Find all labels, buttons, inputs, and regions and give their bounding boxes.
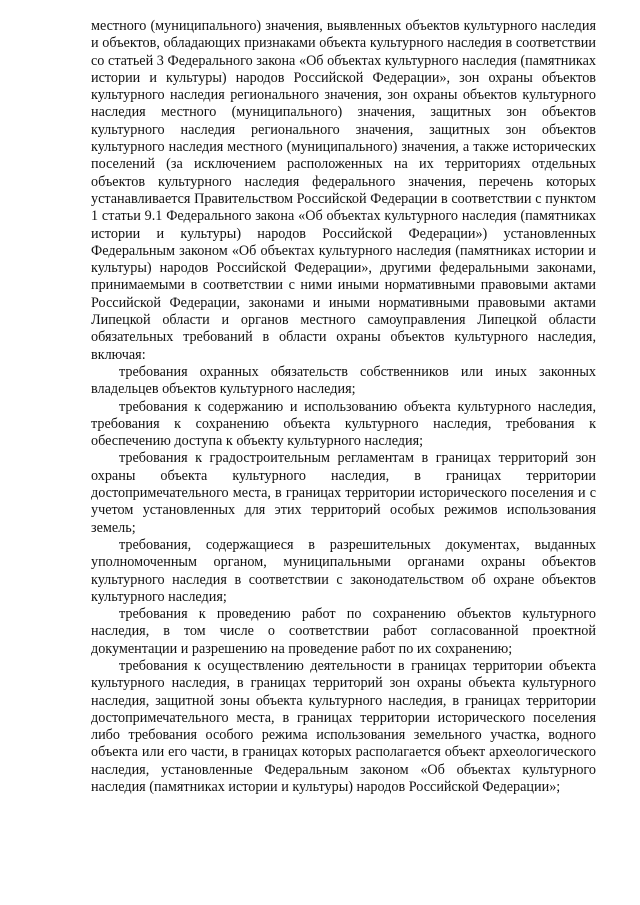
paragraph-requirement-maintenance: требования к содержанию и использованию объекта культурного наследия, требования к сохранению объекта культурного наследия, требования к обеспечению доступа к объекту культурного наследия; xyxy=(91,398,596,450)
paragraph-requirement-permits: требования, содержащиеся в разрешительных документах, выданных уполномоченным органом, муниципальными органами охраны объектов культурного наследия в соответствии с законодательством об охране объектов культурного наследия; xyxy=(91,536,596,605)
paragraph-requirement-preservation-works: требования к проведению работ по сохранению объектов культурного наследия, в том числе о соответствии работ согласованной проектной документации и разрешению на проведение работ по их сохранению; xyxy=(91,606,596,657)
paragraph-requirement-activities: требования к осуществлению деятельности в границах территории объекта культурного наследия, в границах территорий зон охраны объекта культурного наследия, защитной зоны объекта культурного наследия, в границах территории достопримечательного места, в границах территории исторического поселения либо требования особого режима использования земельного участка, водного объекта или его части, в границах которых располагается объект археологического наследия, установленные Федеральным законом «Об объектах культурного наследия (памятниках истории и культуры) народов Российской Федерации»; xyxy=(91,657,596,796)
paragraph-continuation: местного (муниципального) значения, выявленных объектов культурного наследия и объектов, обладающих признаками объекта культурного наследия в соответствии со статьей 3 Федерального закона «Об объектах культурного наследия (памятниках истории и культуры) народов Российской Федерации», зон охраны объектов культурного наследия регионального значения, зон охраны объектов культурного наследия местного (муниципального) значения, защитных зон объектов культурного наследия регионального значения, защитных зон объектов культурного наследия местного (муниципального) значения, а также исторических поселений (за исключением расположенных на их территориях отдельных объектов культурного наследия федерального значения, перечень которых устанавливается Правительством Российской Федерации в соответствии с пунктом 1 статьи 9.1 Федерального закона «Об объектах культурного наследия (памятниках истории и культуры) народов Российской Федерации») установленных Федеральным законом «Об объектах культурного наследия (памятниках истории и культуры) народов Российской Федерации», другими федеральными законами, принимаемыми в соответствии с ними иными нормативными правовыми актами Российской Федерации, законами и иными нормативными правовыми актами Липецкой области и органов местного самоуправления Липецкой области обязательных требований в области охраны объектов культурного наследия, включая: xyxy=(91,18,596,363)
document-page xyxy=(91,18,596,796)
paragraph-requirement-obligations: требования охранных обязательств собственников или иных законных владельцев объектов культурного наследия; xyxy=(91,363,596,398)
paragraph-requirement-urban-regulations: требования к градостроительным регламентам в границах территорий зон охраны объекта культурного наследия, в границах территории достопримечательного места, в границах территории исторического поселения и с учетом установленных для этих территорий особых режимов использования земель; xyxy=(91,450,596,536)
